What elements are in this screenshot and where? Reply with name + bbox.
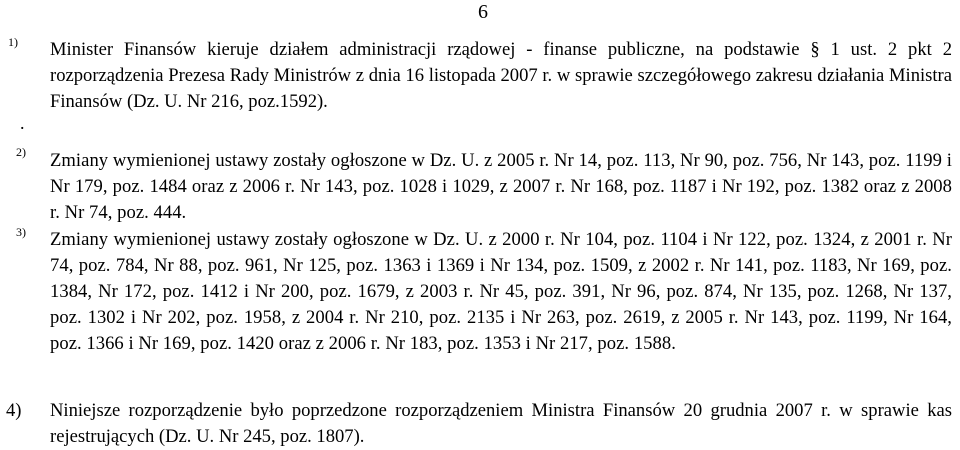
footnote-3-marker: 3) [16, 225, 26, 239]
footnote-4-marker: 4) [6, 400, 22, 421]
footnote-2-marker: 2) [16, 145, 26, 159]
stray-mark: . [20, 113, 25, 133]
footnote-3-text: Zmiany wymienionej ustawy zostały ogłoszone w Dz. U. z 2000 r. Nr 104, poz. 1104 i Nr 122, poz. 1324, z 2001 r. Nr 74, poz. 784, Nr 88, poz. 961, Nr 125, poz. 1363 i 1369 i Nr 134, poz. 1509, z 2002 r. Nr 141, poz. 1183, Nr 169, poz. 1384, Nr 172, poz. 1412 i Nr 200, poz. 1679, z 2003 r. Nr 45, poz. 391, Nr 96, poz. 874, Nr 135, poz. 1268, Nr 137, poz. 1302 i Nr 202, poz. 1958, z 2004 r. Nr 210, poz. 2135 i Nr 263, poz. 2619, z 2005 r. Nr 143, poz. 1199, Nr 164, poz. 1366 i Nr 169, poz. 1420 oraz z 2006 r. Nr 183, poz. 1353 i Nr 217, poz. 1588. [50, 229, 952, 354]
footnote-4-text: Niniejsze rozporządzenie było poprzedzone rozporządzeniem Ministra Finansów 20 grudnia 2007 r. w sprawie kas rejestrujących (Dz. U. Nr 245, poz. 1807). [50, 400, 952, 447]
footnote-1-marker: 1) [8, 35, 18, 49]
footnote-2-text: Zmiany wymienionej ustawy zostały ogłoszone w Dz. U. z 2005 r. Nr 14, poz. 113, Nr 90, poz. 756, Nr 143, poz. 1199 i Nr 179, poz. 1484 oraz z 2006 r. Nr 143, poz. 1028 i 1029, z 2007 r. Nr 168, poz. 1187 i Nr 192, poz. 1382 oraz z 2008 r. Nr 74, poz. 444. [50, 150, 952, 223]
footnote-1-text: Minister Finansów kieruje działem administracji rządowej - finanse publiczne, na podstawie § 1 ust. 2 pkt 2 rozporządzenia Prezesa Rady Ministrów z dnia 16 listopada 2007 r. w sprawie szczegółowego zakresu działania Ministra Finansów (Dz. U. Nr 216, poz.1592). [50, 39, 952, 112]
page-number: 6 [478, 1, 488, 23]
